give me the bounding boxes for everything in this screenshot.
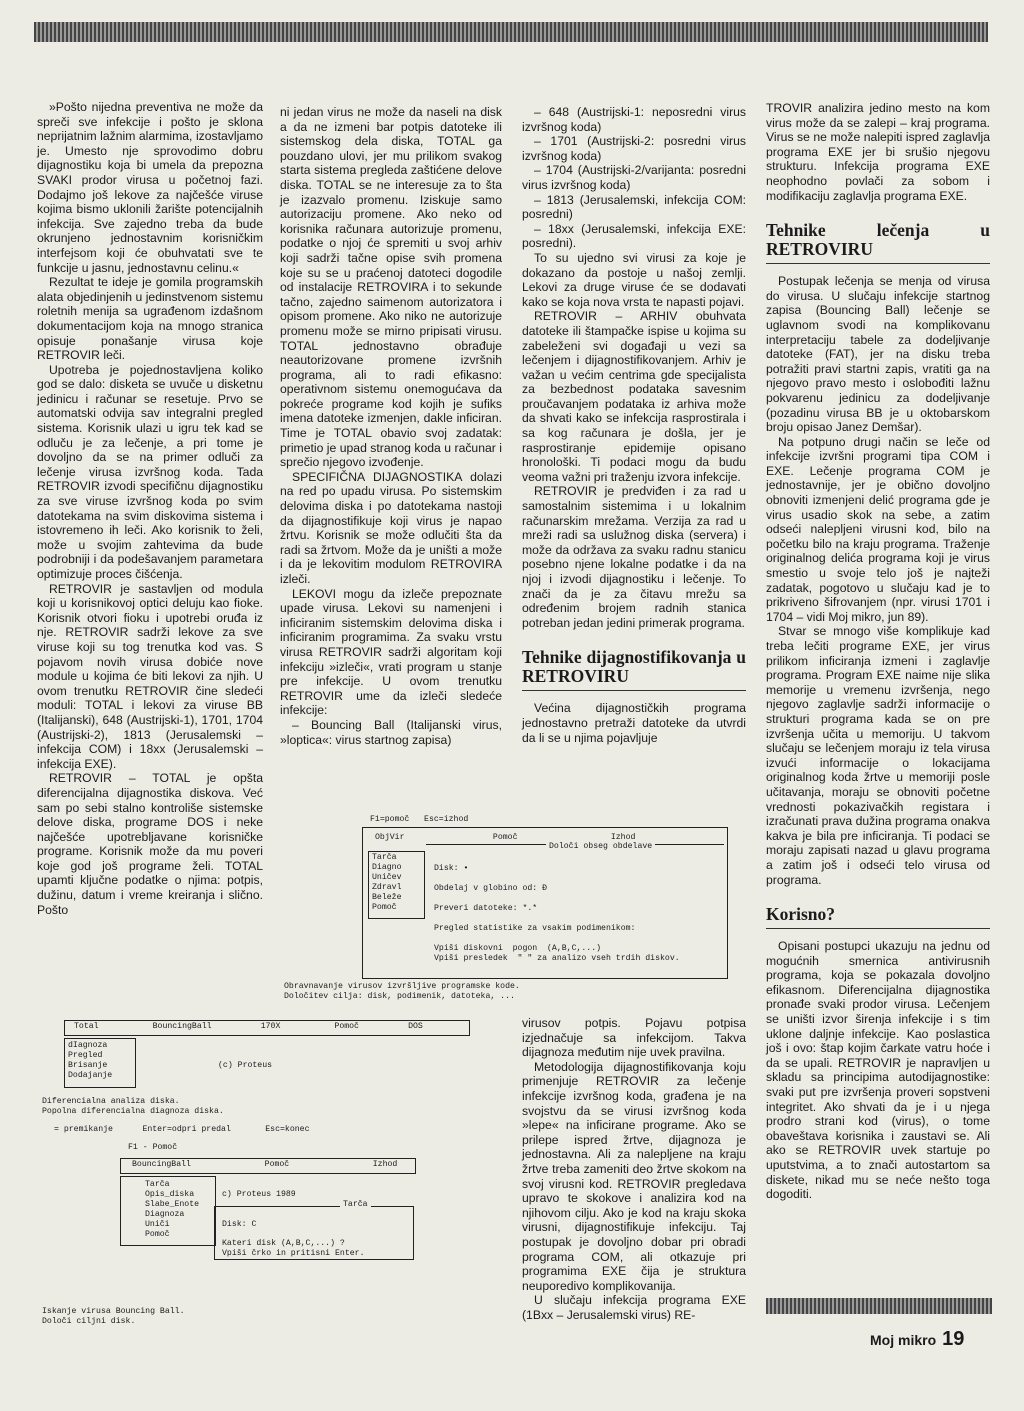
paragraph: LEKOVI mogu da izleče prepoznate upade virusa. Lekovi su namenjeni i inficiranim sistemskim delovima diska i inficiranim programima. Za svaku vrstu virusa RETROVIR sadrži algoritam koji infekciju »izleči«, vrati program u stanje pre infekcije. U ovom trenutku RETROVIR ume da izleči sledeće infekcije: [280,586,502,718]
page-footer [870,1328,964,1351]
screen-menu-item: dIagnoza [68,1041,108,1050]
paragraph: virusov potpis. Pojavu potpisa izjednačuje sa infekcijom. Takva dijagnoza međutim nije uvek pravilna. [522,1016,746,1060]
screen-line: Obdelaj v globino od: Ð [434,884,548,893]
bottom-decorative-band [766,1298,992,1314]
screen-menu-item: Zdravl [372,883,402,892]
screen-subtitle: Določi obseg obdelave [546,842,655,853]
screen-menu-item: Opis_diska [145,1190,195,1199]
screen-line: Pregled statistike za vsakim podimenikom: [434,924,636,933]
paragraph: »Pošto nijedna preventiva ne može da spreči sve infekcije i pošto je sklona neprijatnim lažnim alarmima, izostavljamo je. Umesto nje sprovodimo dobru dijagnostiku koja bi umela da prepozna SVAKI prodor virusa u početnoj fazi. Dodajmo još lekove za najčešće viruse kojima bismo uklonili žarište potencijalnih infekcija. Sve zajedno treba da bude okrunjeno jednostavnim korisničkim interfejsom koji će obuhvatati sve te funkcije u jasnu, jednostavnu celinu.« [37,100,263,275]
paragraph: RETROVIR je sastavljen od modula koji u korisnikovoj optici deluju kao fioke. Korisnik otvori fioku i upotrebi oruđa iz nje. RETROVIR sadrži lekove za sve viruse koji su tog trenutka kod vas. S pojavom novih virusa dobiće nove module u kojima će biti lekovi za njih. U ovom trenutku RETROVIR čine sledeći moduli: TOTAL i lekovi za viruse BB (Italijanski), 648 (Austrijski-1), 1701, 1704 (Austrijski-2), 1813 (Jerusalemski – infekcija COM) i 18xx (Jerusalemski – infekcija EXE). [37,581,263,771]
caption: Iskanje virusa Bouncing Ball. [42,1307,185,1316]
paragraph: – 1704 (Austrijski-2/varijanta: posredni virus izvršnog koda) [522,163,746,192]
screen-menu-item: Pregled [68,1051,103,1060]
paragraph: RETROVIR je predviđen i za rad u samostalnim sistemima i u lokalnim računarskim mrežama. Verzija za rad u mreži radi sa uslužnog diska (servera) i može da održava za svaku radnu stanicu posebno njene lokalne podatke i da na njoj i izvodi dijagnostiku i lečenje. To znači da je za čitavu mrežu sa određenim brojem radnih stanica potreban jedan jedini primerak programa. [522,484,746,630]
screen-target-label: Tarča [340,1200,371,1211]
screen-prompt: Vpiši črko in pritisni Enter. [222,1249,365,1258]
screen-keys: = premikanje Enter=odpri predal Esc=konec [54,1125,310,1134]
screen-menu-item: Pomoč [372,903,397,912]
screen-menu-item: Uniči [145,1220,170,1229]
paragraph: Postupak lečenja se menja od virusa do virusa. U slučaju infekcije startnog zapisa (Bouncing Ball) lečenje se uglavnom svodi na komplikovanu interpretaciju tabele za dodeljivanje datoteke (FAT), jer na disku treba potražiti pravi startni zapis, vratiti ga na njegovo pravo mesto i oslobođiti lažnu pokvarenu jedinicu za dodeljivanje (pozadinu virusa BB je u oktobarskom broju opisao Janez Demšar). [766,274,990,435]
screen-menubar: ObjVir Pomoč Izhod [375,833,636,842]
caption: Določitev cilja: disk, podimenik, datoteka, ... [284,992,515,1001]
screen-line: Preveri datoteke: *.* [434,904,538,913]
screen-menu-item: Tarča [372,853,397,862]
paragraph: RETROVIR – TOTAL je opšta diferencijalna dijagnostika diskova. Već sam po sebi stalno kontroliše sistemske delove diska, programe DOS i neke najčešće upotrebljavane korisničke programe. Korisnik može da mu poveri koje god još programe želi. TOTAL upamti ključne podatke o njima: potpis, dužinu, datum i vreme kreiranja i slično. Pošto [37,771,263,917]
magazine-name: Moj mikro [870,1332,937,1348]
caption: Diferencialna analiza diska. [42,1097,180,1106]
screen-menu-item: Dodajanje [68,1071,113,1080]
screen-menu-item: Tarča [145,1180,170,1189]
paragraph: Metodologija dijagnostifikovanja koju primenjuje RETROVIR za lečenje infekcije izvršnog koda, građena je na svojstvu da se virusi izvršnog koda »lepe« na inficirane programe. Ako se prilepe ispred žrtve, dijagnoza je jednostavna. Ali za nalepljene na kraju žrtve treba zameniti deo žrtve skokom na svoj virusni kod. RETROVIR pregledava upravo te skokove i analizira kod na njihovom cilju. Ako je kod na kraju skoka virusni, dijagnostifikuje infekciju. Taj postupak je dovoljno dobar pri obradi programa COM, ali otkazuje pri programima EXE čija je struktura neuporedivo komplikovanija. [522,1059,746,1293]
caption: Popolna diferencialna diagnoza diska. [42,1107,224,1116]
paragraph: Na potpuno drugi način se leče od infekcije izvršni programi tipa COM i EXE. Lečenje programa COM je jednostavnije, jer je obično dovoljno obnoviti izmenjeni delić programa gde je virus usadio skok na sebe, a zatim odseći nalepljeni virusni kod, bilo na početku bilo na kraju programa. Traženje originalnog delića programa koji je virus smestio u svoje telo još je najteži zadatak, pogotovo u slučaju kad je to prikriveno šifrovanjem (npr. virusi 1701 i 1704 – vidi Moj mikro, jun 89). [766,434,990,624]
screen-line: Vpiši presledek " " za analizo vseh trdih diskov. [434,954,680,963]
screen-menu-item: Beleže [372,893,402,902]
paragraph: – 18xx (Jerusalemski, infekcija EXE: posredni). [522,221,746,251]
paragraph: Opisani postupci ukazuju na jednu od mogućnih smernica antivirusnih programa, koja se pokazala dovoljno efikasnom. Diferencijalna dijagnostika pronađe svaki prodor virusa. Lečenjem se uništi izvor širenja infekcije i s tim uklone daljnje infekcije. Kao poslastica još i ovo: štap kojim čarkate vatru hoće i da se upali. RETROVIR je napravljen u skladu sa principima autodijagnostike: svaki put pre izvršenja proveri sopstveni integritet. Ako shvati da je i u njega prodro strani kod (virus), o tome obaveštava korisnika i zaustavi se. Ali ako se RETROVIR uvek startuje po uputstvima, a to znači autostartom sa diskete, nikad mu se neće nešto toga dogoditi. [766,939,990,1202]
paragraph: – 1813 (Jerusalemski, infekcija COM: posredni) [522,192,746,222]
column-4 [766,101,990,1202]
screen-copyright: c) Proteus 1989 [222,1190,296,1199]
screen-menu-item: Diagno [372,863,402,872]
screen-menu-item: Diagnoza [145,1210,185,1219]
screen-menu-item: Slabe_Enote [145,1200,200,1209]
paragraph: Većina dijagnostičkih programa jednostavno pretraži datoteke da utvrdi da li se u njima pojavljuje [522,701,746,745]
screen-menubar: BouncingBall Pomoč Izhod [132,1160,398,1169]
screen-disk: Disk: C [222,1220,257,1229]
column-1 [37,100,263,917]
paragraph: – 1701 (Austrijski-2: posredni virus izvršnog koda) [522,134,746,163]
screen-menu-item: Brisanje [68,1061,108,1070]
screen-menu-item: Pomoč [145,1230,170,1239]
top-decorative-band [34,22,988,42]
screen-copyright: (c) Proteus [218,1061,273,1070]
section-heading: Tehnike lečenja u RETROVIRU [766,221,990,264]
screen-help: F1 - Pomoč [128,1143,178,1152]
paragraph: Upotreba je pojednostavljena koliko god se dalo: disketa se uvuče u disketnu jedinicu i računar se resetuje. Prvo se automatski odvija sav integralni pregled sistema. Korisnik ulazi u igru tek kad se odluču je za lečenje, a pri tome je dovoljno da se na primer odluči za lečenje virusa izvršnog koda. Tada RETROVIR izvodi specifičnu dijagnostiku za sve viruse izvršnog koda po svim datotekama na svim diskovima sistema i istovremeno ih leči. Ako korisnik to želi, može u svojim zahtevima da bude podrobniji i da podešavanjem parametara optimizuje proces čišćenja. [37,362,263,581]
screen-menu-item: Uničev [372,873,402,882]
screen-menubar: Total BouncingBall 170X Pomoč DOS [74,1022,423,1031]
section-heading: Tehnike dijagnostifikovanja u RETROVIRU [522,648,746,691]
paragraph: To su ujedno svi virusi za koje je dokazano da postoje u našoj zemlji. Lekovi za druge viruse će se dodavati kako se koja nova vrsta te napasti pojavi. [522,250,746,309]
paragraph: ni jedan virus ne može da naseli na disk a da ne izmeni bar potpis datoteke ili sistemskog dela diska, TOTAL ga pouzdano ulovi, jer mu prilikom svakog starta sistema pregleda zaštićene delove diska. TOTAL se ne interesuje za to šta je izazvalo promenu. Iziskuje samo autorizaciju promene. Ako neko od korisnika računara autorizuje promenu, podatke o njoj će spremiti u svoj arhiv koji sadrži tačne opise svih promena koje su se u praćenoj datoteci dogodile od instalacije RETROVIRA i to sekunde tačno, zajedno saimenom autorizatora i opisom promene. Ako niko ne autorizuje promenu može se mirno pripisati virusu. TOTAL jednostavno obrađuje neautorizovane promene izvršnih programa, ali to radi efikasno: operativnom sistemu onemogućava da pokreće programe kod kojih je sufiks imena datoteke izmenjen, dakle inficiran. Time je TOTAL obavio svoj zadatak: primetio je upad stranog koda u računar i sprečio njegovo izvođenje. [280,105,502,470]
paragraph: Stvar se mnogo više komplikuje kad treba lečiti programe EXE, jer virus prilikom inficiranja izmeni i zaglavlje programa. Program EXE naime nije slika memorije u vremenu izvršenja, nego njegovo zaglavlje sadrži informacije o strukturi programa kada se on pre izvršenja učita u memoriju. U takvom slučaju se lečenjem moraju iz tela virusa izvući informacije o lokacijama originalnog koda žrtve u memoriji posle učitavanja, moraju se obnoviti početne vrednosti pokazivačkih registara i izračunati prava dužina programa onakva kakva je bila pre inficiranja. Ti podaci se moraju zapisati nazad u glavu programa a zatim još i odseći telo virusa od programa. [766,624,990,887]
caption: Določi ciljni disk. [42,1317,136,1326]
screen-topbar: F1=pomoč Esc=izhod [370,815,469,824]
caption: Obravnavanje virusov izvršljive programske kode. [284,982,520,991]
paragraph: U slučaju infekcija programa EXE (1Bxx – Jerusalemski virus) RE- [522,1293,746,1322]
paragraph: TROVIR analizira jedino mesto na kom virus može da se zalepi – kraj programa. Virus se ne može nalepiti ispred zaglavlja programa EXE jer bi srušio njegovu strukturu. Infekcija programa EXE neophodno povlači za sobom i modifikaciju zaglavlja programa EXE. [766,101,990,203]
page-number: 19 [942,1328,965,1350]
paragraph: – Bouncing Ball (Italijanski virus, »loptica«: virus startnog zapisa) [280,717,502,747]
column-2 [280,105,502,747]
screen-line: Disk: • [434,864,469,873]
screen-line: Vpiši diskovni pogon (A,B,C,...) [434,944,602,953]
screen-prompt: Kateri disk (A,B,C,...) ? [222,1239,345,1248]
paragraph: SPECIFIČNA DIJAGNOSTIKA dolazi na red po upadu virusa. Po sistemskim delovima diska i po datotekama nastoji da dijagnostifikuje koji virus je napao žrtvu. Korisnik se može odlučiti šta da radi sa žrtvom. Može da je uništi a može i da je lekovitim modulom RETROVIRA izleči. [280,469,502,586]
paragraph: – 648 (Austrijski-1: neposredni virus izvršnog koda) [522,105,746,134]
paragraph: RETROVIR – ARHIV obuhvata datoteke ili štampačke ispise u kojima su zabeleženi svi događaji u vezi sa lečenjem i dijagnostifikovanjem. Arhiv je važan u većim centrima gde specijalista za bezbednost podataka savesnim proučavanjem podataka iz arhiva može da shvati kako se infekcija rasprostirala i sa kog računara je došla, jer je rasprostiranje epidemije opisano hronološki. Ti podaci mogu da budu veoma važni pri traženju izvora infekcije. [522,309,746,484]
column-3 [522,105,746,745]
column-3-bottom [522,1016,746,1322]
section-heading: Korisno? [766,905,990,929]
paragraph: Rezultat te ideje je gomila programskih alata objedinjenih u jedinstvenom sistemu roletnih menija sa ugrađenom izdašnom dokumentacijom koja na mnogo stranica opisuje ponašanje virusa koje RETROVIR leči. [37,275,263,363]
